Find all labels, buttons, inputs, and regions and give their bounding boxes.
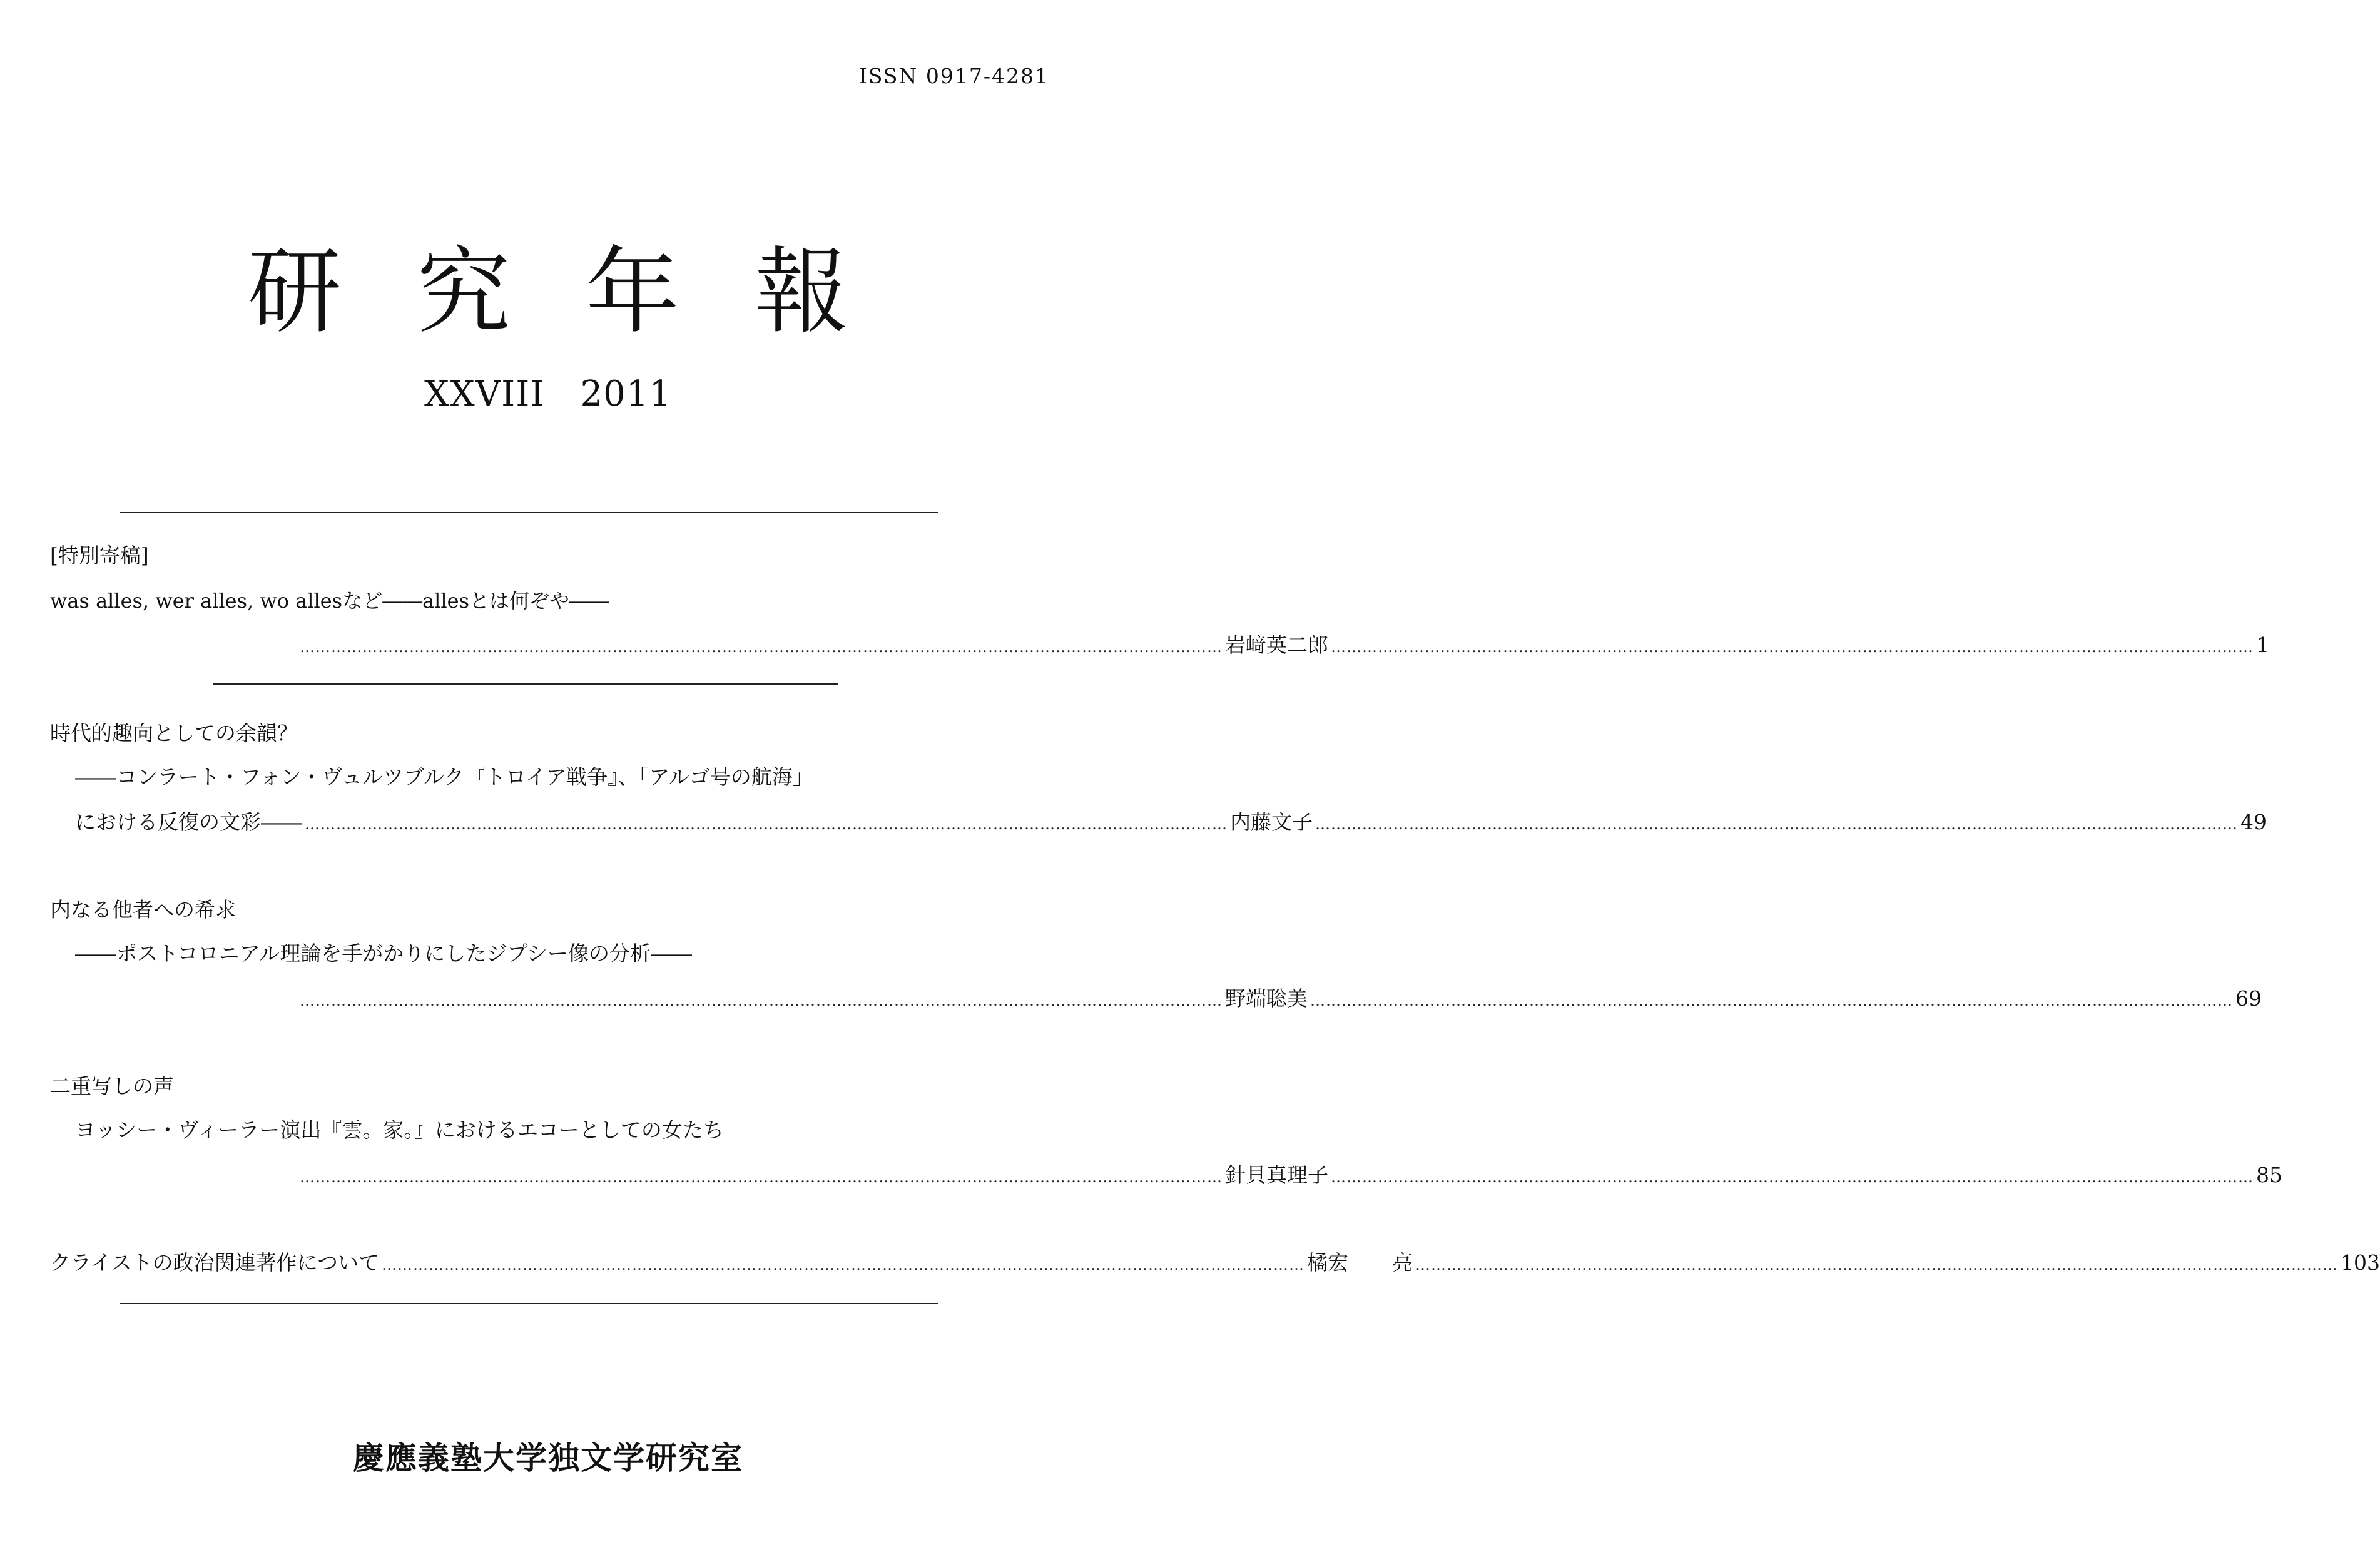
entry-page: 103 [2341,1250,2380,1275]
top-divider [120,512,938,513]
dot-leader: …………………………………………………………………………………………………………………………………………………………… [1331,1168,2254,1186]
dot-leader: …………………………………………………………………………………………………………………………………………………………… [300,992,1223,1009]
dot-leader: …………………………………………………………………………………………………………………………………………………………… [300,1168,1223,1186]
volume-year: XXVIII 2011 [424,374,673,414]
toc-entry-line [297,1159,2282,1188]
entry-title: was alles, wer alles, wo allesなど――allesとは何ぞや―― [50,589,610,613]
dot-leader: …………………………………………………………………………………………………………………………………………………………… [1331,638,2254,656]
entry-author: 岩 﨑 英二郎 [1225,633,1328,657]
entry-subtitle: ――コンラート・フォン・ヴュルツブルク『トロイア戦争』、「アルゴ号の航海」 [75,765,813,789]
entry-title: クライストの政治関連著作について [50,1250,380,1275]
entry-author: 野 端 聡 美 [1225,986,1308,1011]
toc-entry-line [75,806,2267,835]
entry-title: 二重写しの声 [50,1074,174,1098]
entry-author: 針 貝 真理子 [1225,1163,1328,1187]
dot-leader: …………………………………………………………………………………………………………………………………………………………… [1315,815,2238,833]
entry-author: 内 藤 文 子 [1230,810,1313,834]
publisher-name: 慶應義塾大学独文学研究室 [353,1439,743,1476]
toc-entry-line [297,629,2269,658]
entry-page: 69 [2235,986,2262,1011]
issn-number: ISSN 0917-4281 [858,64,1049,88]
dot-leader: …………………………………………………………………………………………………………………………………………………………… [305,815,1228,833]
toc-entry-line [297,983,2262,1012]
entry-title: 時代的趣向としての余韻？ [50,721,298,745]
section-divider [213,683,838,685]
toc-entry-line [50,1247,2380,1276]
entry-page: 1 [2256,633,2269,657]
dot-leader: …………………………………………………………………………………………………………………………………………………………… [1310,992,2233,1009]
dot-leader: …………………………………………………………………………………………………………………………………………………………… [1415,1256,2339,1274]
entry-page: 85 [2256,1163,2282,1187]
entry-subtitle: ヨッシー・ヴィーラー演出『雲。家。』におけるエコーとしての女たち [75,1118,724,1142]
entry-author: 橘 宏 亮 [1307,1250,1413,1275]
dot-leader: …………………………………………………………………………………………………………………………………………………………… [382,1256,1305,1274]
entry-title: 内なる他者への希求 [50,897,236,922]
dot-leader: …………………………………………………………………………………………………………………………………………………………… [300,638,1223,656]
journal-title: 研究年報 [247,238,923,347]
entry-page: 49 [2240,810,2267,834]
entry-subtitle: ――ポストコロニアル理論を手がかりにしたジプシー像の分析―― [75,941,693,966]
entry-subtitle-cont: における反復の文彩―― [75,810,302,834]
section-heading-special: [特別寄稿] [50,543,149,568]
bottom-divider [120,1303,938,1304]
